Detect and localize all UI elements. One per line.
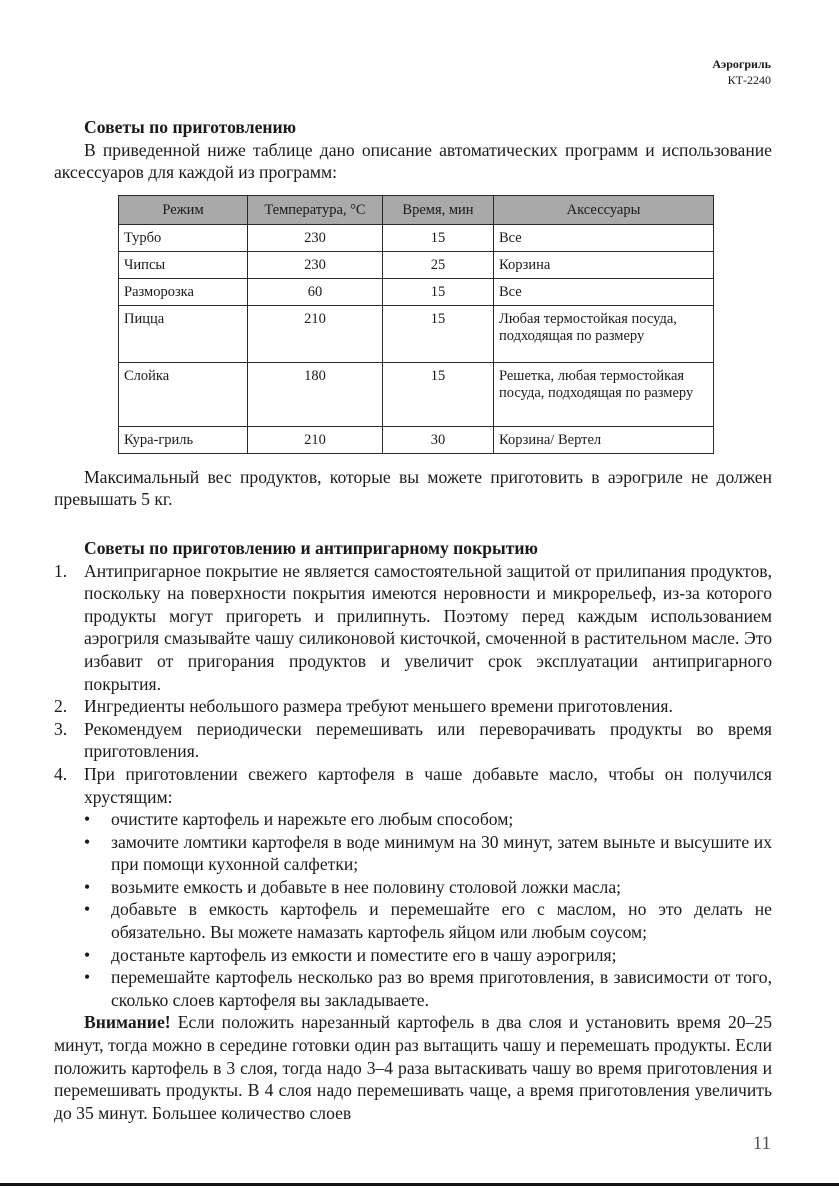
bullet-symbol: • (84, 944, 91, 965)
warning-text: Если положить нарезанный картофель в два слоя и установить время 20–25 минут, тогда можно в середине готовки один раз вытащить чашу и перемешать продукты. Если положить картофель в 3 слоя, тогда надо 3–4 раза вытаскивать чашу во время приготовления и перемешивать продукты. В 4 слоя надо перемешивать чаще, а время приготовления увеличить до 35 минут. Большее количество слоев (54, 1012, 772, 1123)
bullet-text: очистите картофель и нарежьте его любым способом; (111, 809, 514, 830)
bullet-item (54, 808, 772, 831)
list-item-number: 4. (54, 763, 68, 784)
table-cell: Корзина/ Вертел (494, 426, 714, 453)
table-cell: Все (494, 278, 714, 305)
list-item-text: Антипригарное покрытие не является самостоятельной защитой от прилипания продуктов, поскольку на поверхности покрытия имеются неровности и микрорельеф, из-за которого продукты могут пригореть и прилипнуть. Поэтому перед каждым использованием аэрогриля смазывайте чашу силиконовой кисточкой, смоченной в растительном масле. Это избавит от пригорания продуктов и увеличит срок эксплуатации антипригарного покрытия. (84, 560, 772, 694)
table-cell: 210 (248, 426, 383, 453)
bullet-text: добавьте в емкость картофель и перемешайте его с маслом, но это делать не обязательно. Вы можете намазать картофель яйцом или любым соусом; (111, 899, 772, 943)
bullet-symbol: • (84, 876, 91, 897)
table-cell: Решетка, любая термостойкая посуда, подходящая по размеру (494, 362, 714, 426)
warning-paragraph (54, 1011, 772, 1124)
bullet-text: замочите ломтики картофеля в воде минимум на 30 минут, затем выньте и высушите их при помощи кухонной салфетки; (111, 831, 772, 875)
table-cell: 230 (248, 251, 383, 278)
table-cell: Чипсы (119, 251, 248, 278)
list-item-number: 1. (54, 560, 68, 581)
table-row (119, 426, 714, 453)
table-cell: Слойка (119, 362, 248, 426)
table-cell: 15 (383, 278, 494, 305)
section1-title: Советы по приготовлению (84, 117, 297, 137)
table-header-cell: Температура, °С (248, 195, 383, 224)
tips-list (54, 560, 772, 1012)
table-cell: Кура-гриль (119, 426, 248, 453)
table-cell: 210 (248, 305, 383, 362)
page-bottom-rule (0, 1183, 839, 1186)
table-cell: Любая термостойкая посуда, подходящая по размеру (494, 305, 714, 362)
table-header-cell: Режим (119, 195, 248, 224)
bullet-text: возьмите емкость и добавьте в нее половину столовой ложки масла; (111, 876, 622, 897)
list-item-text: Рекомендуем периодически перемешивать или переворачивать продукты во время приготовления. (84, 718, 772, 762)
list-item (54, 560, 772, 696)
list-item (54, 763, 772, 1012)
bullet-item (54, 831, 772, 876)
max-weight-note: Максимальный вес продуктов, которые вы можете приготовить в аэрогриле не должен превышать 5 кг. (54, 466, 772, 510)
table-row (119, 305, 714, 362)
table-cell: 180 (248, 362, 383, 426)
table-cell: Все (494, 224, 714, 251)
table-header-cell: Время, мин (383, 195, 494, 224)
bullet-symbol: • (84, 809, 91, 830)
bullet-symbol: • (84, 831, 91, 852)
table-row (119, 362, 714, 426)
bullet-item (54, 966, 772, 1011)
table-cell: Корзина (494, 251, 714, 278)
page-number: 11 (752, 1133, 771, 1154)
bullet-text: перемешайте картофель несколько раз во время приготовления, в зависимости от того, сколько слоев картофеля вы закладываете. (111, 967, 772, 1010)
list-item-number: 3. (54, 718, 68, 739)
table-cell: Разморозка (119, 278, 248, 305)
table-cell: 30 (383, 426, 494, 453)
table-row (119, 251, 714, 278)
table-cell: Турбо (119, 224, 248, 251)
list-item (54, 718, 772, 763)
bullet-text: достаньте картофель из емкости и поместите его в чашу аэрогриля; (111, 944, 617, 965)
table-cell: 15 (383, 362, 494, 426)
list-item-text: Ингредиенты небольшого размера требуют меньшего времени приготовления. (84, 696, 673, 717)
table-row (119, 224, 714, 251)
bullet-item (54, 898, 772, 943)
header-brand: Аэрогриль (712, 57, 771, 71)
table-header-row (119, 195, 714, 224)
table-header-cell: Аксессуары (494, 195, 714, 224)
potato-steps-list (84, 808, 772, 1011)
list-item-number: 2. (54, 696, 68, 717)
table-cell: 230 (248, 224, 383, 251)
bullet-symbol: • (84, 899, 91, 920)
list-item-text: При приготовлении свежего картофеля в чаше добавьте масло, чтобы он получился хрустящим: (84, 763, 772, 807)
table-cell: Пицца (119, 305, 248, 362)
list-item (54, 695, 772, 718)
section1-intro: В приведенной ниже таблице дано описание автоматических программ и использование аксессуаров для каждой из программ: (54, 139, 772, 183)
table-cell: 25 (383, 251, 494, 278)
programs-table (118, 195, 714, 454)
page-header (712, 56, 771, 88)
warning-label: Внимание! (84, 1012, 171, 1033)
bullet-item (54, 944, 772, 967)
header-model: КТ-2240 (727, 73, 771, 87)
bullet-symbol: • (84, 967, 91, 988)
table-cell: 60 (248, 278, 383, 305)
table-cell: 15 (383, 305, 494, 362)
page-content (54, 116, 772, 1124)
section2-title: Советы по приготовлению и антипригарному покрытию (84, 537, 538, 558)
table-row (119, 278, 714, 305)
bullet-item (54, 876, 772, 899)
table-cell: 15 (383, 224, 494, 251)
